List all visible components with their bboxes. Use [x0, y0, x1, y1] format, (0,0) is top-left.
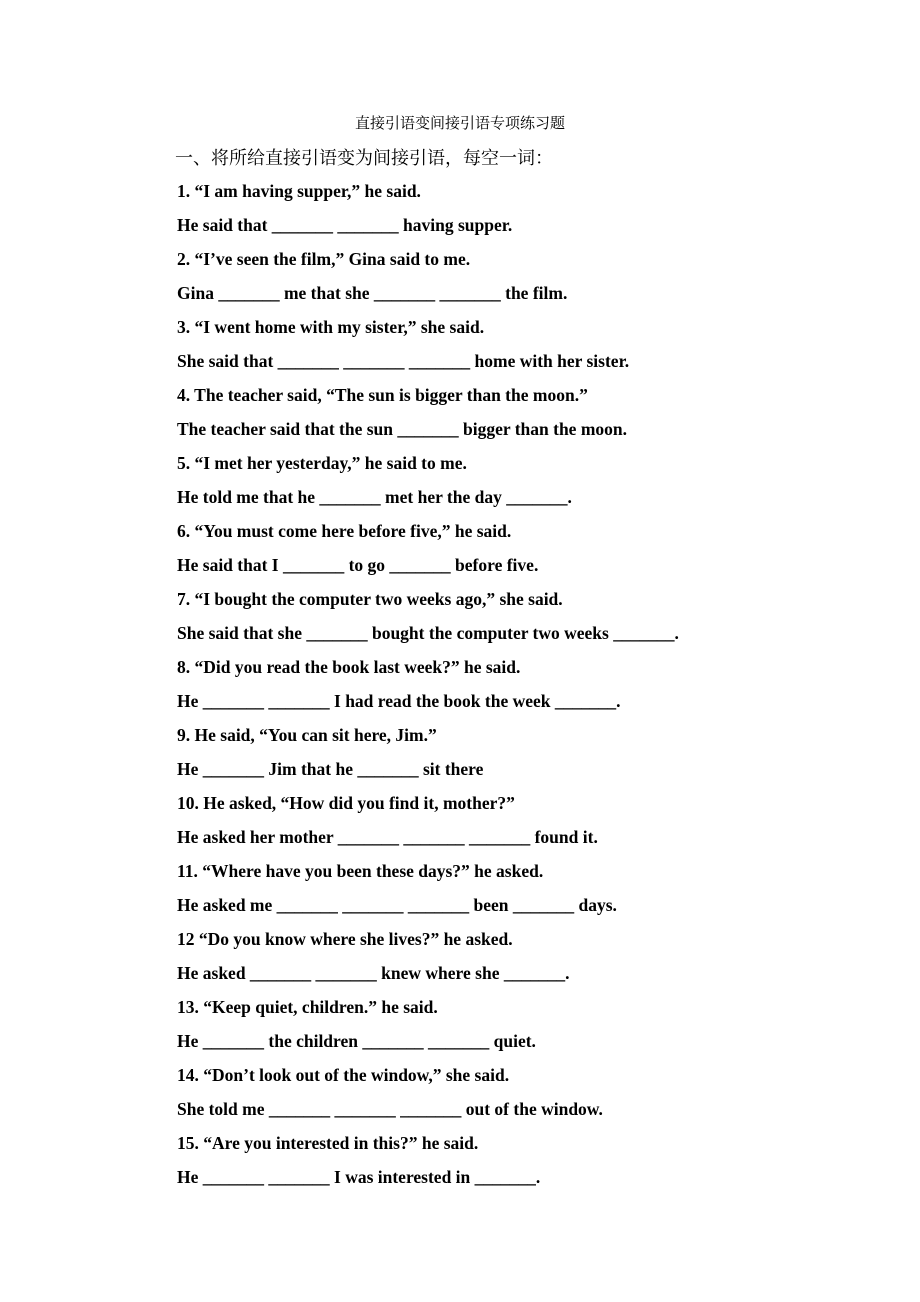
exercise-prompt: 9. He said, “You can sit here, Jim.”	[177, 725, 437, 745]
exercise-prompt: 12 “Do you know where she lives?” he asked.	[177, 929, 513, 949]
exercise-prompt: 5. “I met her yesterday,” he said to me.	[177, 453, 467, 473]
exercise-prompt: 10. He asked, “How did you find it, mother?”	[177, 793, 515, 813]
exercise-answer-line: He _______ the children _______ _______ quiet.	[177, 1031, 536, 1051]
exercise-answer-line: He asked her mother _______ _______ _______ found it.	[177, 827, 598, 847]
exercise-answer-line: He told me that he _______ met her the day _______.	[177, 487, 572, 507]
exercise-prompt: 11. “Where have you been these days?” he asked.	[177, 861, 544, 881]
exercise-prompt: 3. “I went home with my sister,” she said.	[177, 317, 485, 337]
exercise-answer-line: He said that _______ _______ having supper.	[177, 215, 513, 235]
exercise-answer-line: He said that I _______ to go _______ before five.	[177, 555, 539, 575]
exercise-answer-line: He _______ _______ I had read the book the week _______.	[177, 691, 621, 711]
exercise-prompt: 1. “I am having supper,” he said.	[177, 181, 421, 201]
exercise-answer-line: Gina _______ me that she _______ _______ the film.	[177, 283, 568, 303]
exercise-answer-line: She said that _______ _______ _______ home with her sister.	[177, 351, 630, 371]
worksheet-title: 直接引语变间接引语专项练习题	[354, 116, 565, 132]
exercise-prompt: 15. “Are you interested in this?” he said.	[177, 1133, 479, 1153]
exercise-answer-line: He _______ _______ I was interested in _______.	[177, 1167, 541, 1187]
exercise-answer-line: She told me _______ _______ _______ out of the window.	[177, 1099, 603, 1119]
exercise-answer-line: The teacher said that the sun _______ bigger than the moon.	[177, 419, 628, 439]
exercise-prompt: 2. “I’ve seen the film,” Gina said to me.	[177, 249, 471, 269]
exercise-list	[177, 180, 877, 1200]
exercise-answer-line: He asked _______ _______ knew where she _______.	[177, 963, 570, 983]
exercise-answer-line: She said that she _______ bought the computer two weeks _______.	[177, 623, 679, 643]
exercise-prompt: 4. The teacher said, “The sun is bigger than the moon.”	[177, 385, 588, 405]
exercise-prompt: 6. “You must come here before five,” he said.	[177, 521, 512, 541]
exercise-prompt: 13. “Keep quiet, children.” he said.	[177, 997, 438, 1017]
exercise-answer-line: He asked me _______ _______ _______ been _______ days.	[177, 895, 617, 915]
exercise-prompt: 7. “I bought the computer two weeks ago,” she said.	[177, 589, 563, 609]
exercise-prompt: 14. “Don’t look out of the window,” she said.	[177, 1065, 510, 1085]
exercise-answer-line: He _______ Jim that he _______ sit there	[177, 759, 484, 779]
section-heading: 一、将所给直接引语变为间接引语，每空一词：	[175, 148, 553, 168]
exercise-prompt: 8. “Did you read the book last week?” he said.	[177, 657, 521, 677]
